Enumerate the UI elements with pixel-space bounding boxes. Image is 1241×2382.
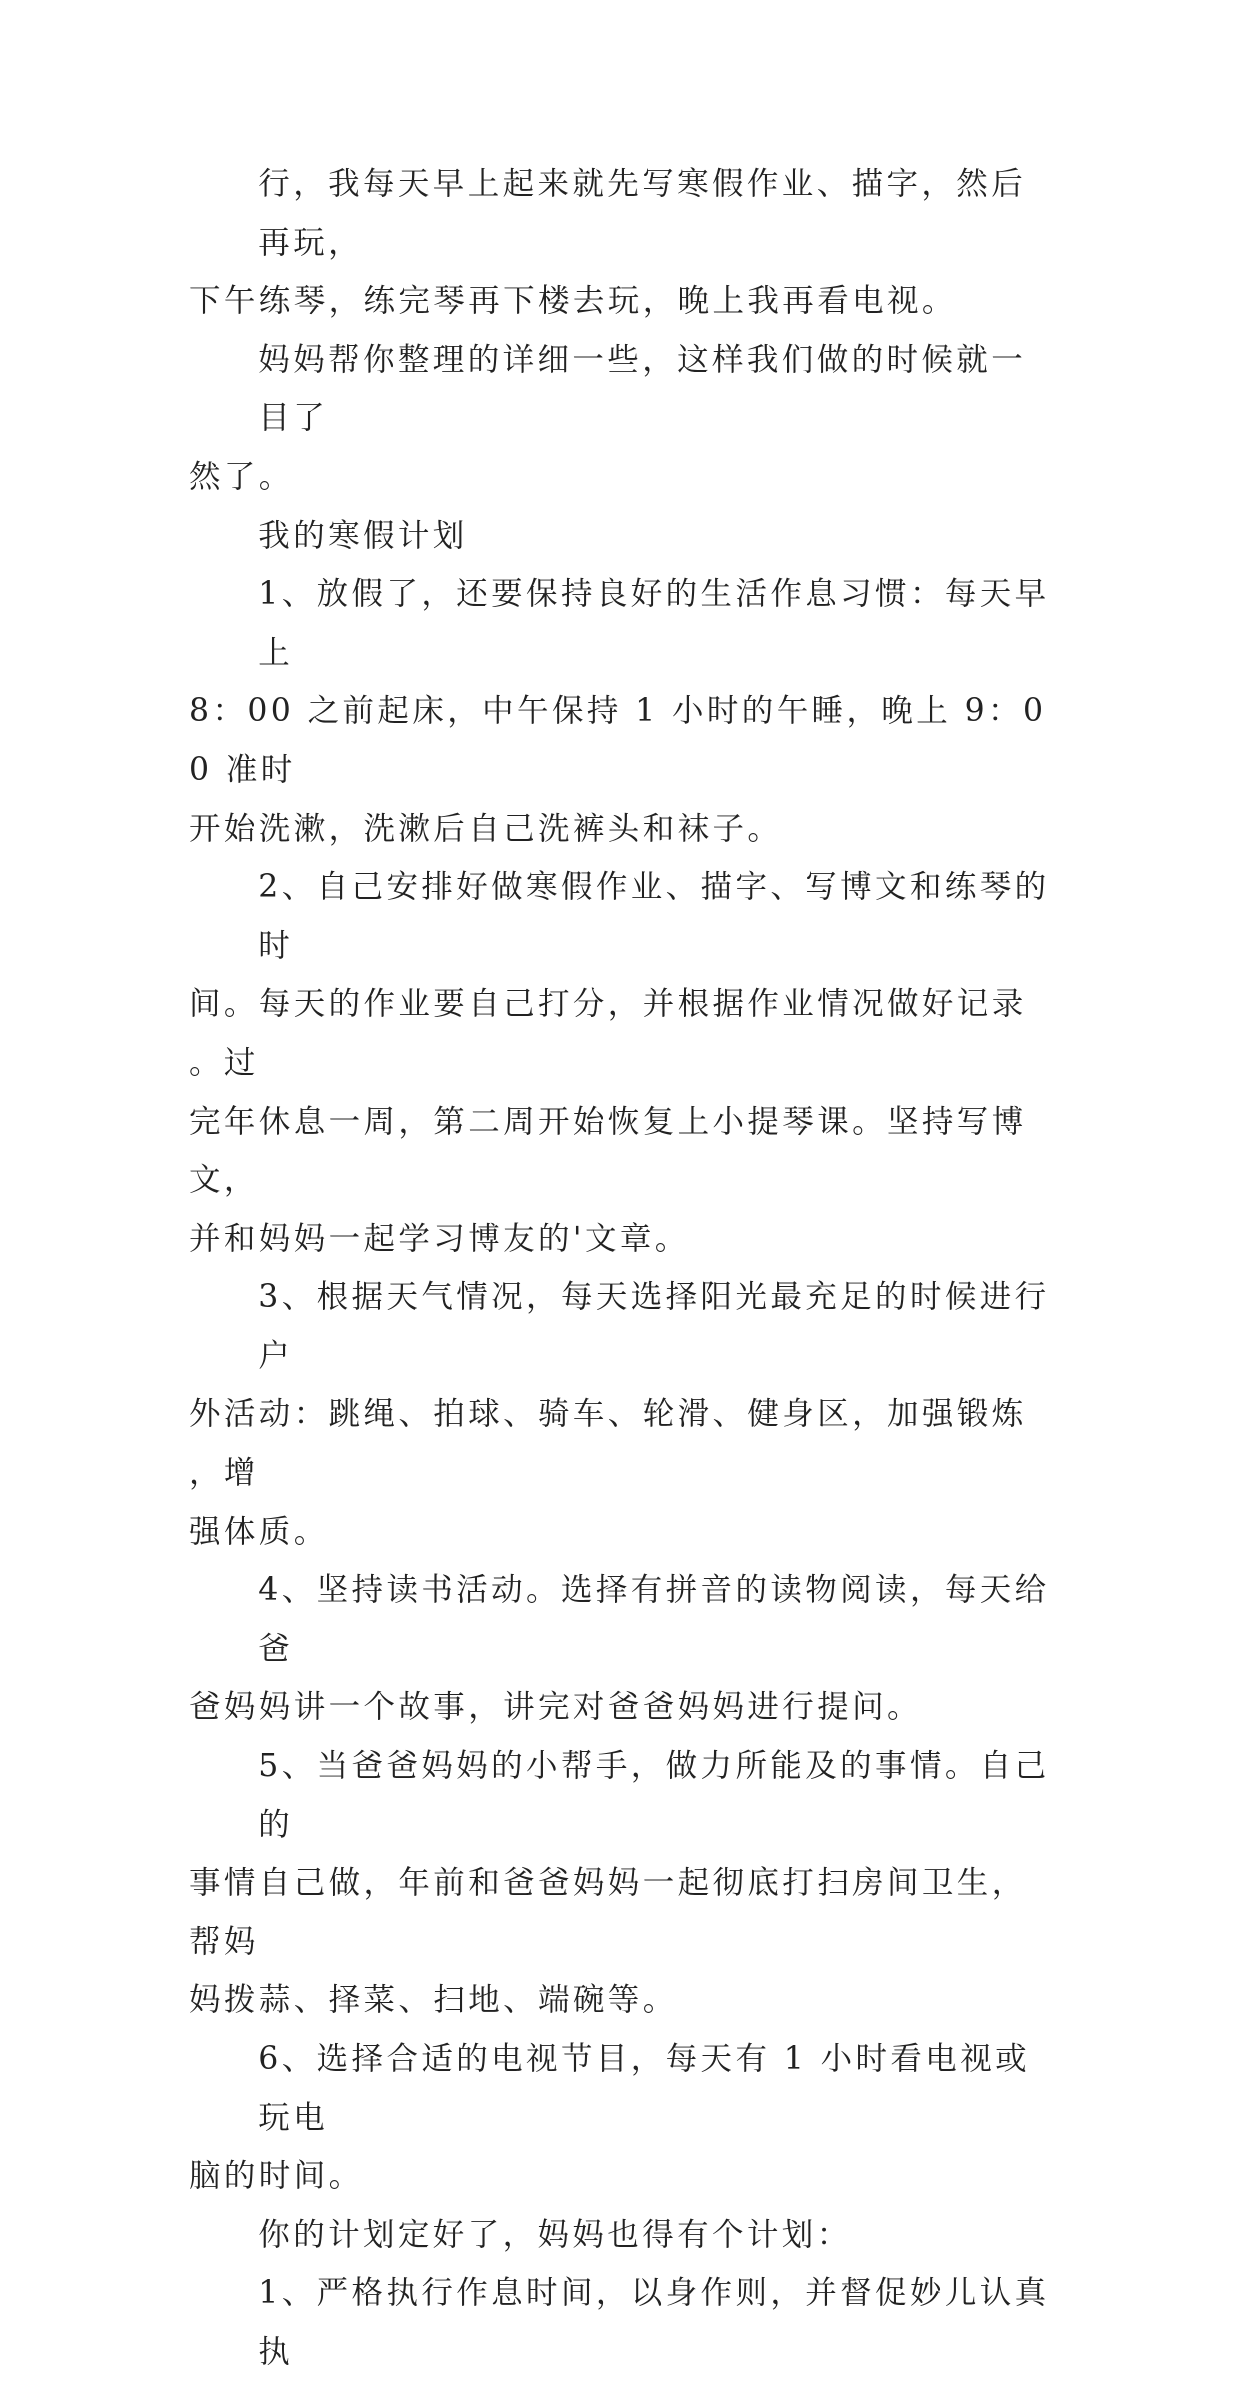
text-line: 完年休息一周，第二周开始恢复上小提琴课。坚持写博文， [189,1103,1027,1199]
text-line: 爸妈妈讲一个故事，讲完对爸爸妈妈进行提问。 [189,1689,922,1726]
paragraph [189,2206,1059,2265]
text-line: 妈妈帮你整理的详细一些，这样我们做的时候就一目了 [258,341,1027,437]
body-text [189,155,1059,2382]
text-line: 6、选择合适的电视节目，每天有 1 小时看电视或玩电 [258,2041,1031,2136]
text-line: 4、坚持读书活动。选择有拼音的读物阅读，每天给爸 [258,1572,1050,1667]
text-line: 脑的时间。 [189,2158,364,2195]
text-line: 3、根据天气情况，每天选择阳光最充足的时候进行户 [258,1279,1050,1374]
text-line: 8：00 之前起床，中午保持 1 小时的午睡，晚上 9：00 准时 [189,693,1047,788]
text-line: 1、放假了，还要保持良好的生活作息习惯：每天早上 [258,576,1050,671]
paragraph [189,1737,1059,2030]
text-line: 间。每天的作业要自己打分，并根据作业情况做好记录。过 [189,986,1027,1081]
paragraph [189,2264,1059,2381]
text-line: 1、严格执行作息时间，以身作则，并督促妙儿认真执 [258,2275,1050,2370]
paragraph [189,331,1059,507]
text-line: 妈拨蒜、择菜、扫地、端碗等。 [189,1982,678,2019]
text-line: 5、当爸爸妈妈的小帮手，做力所能及的事情。自己的 [258,1748,1050,1843]
text-line: 行，我每天早上起来就先写寒假作业、描字，然后再玩， [258,166,1027,261]
paragraph [189,565,1059,858]
text-line: 下午练琴，练完琴再下楼去玩，晚上我再看电视。 [189,283,957,320]
text-line: 我的寒假计划 [258,517,468,554]
text-line: 外活动：跳绳、拍球、骑车、轮滑、健身区，加强锻炼，增 [189,1396,1027,1492]
text-line: 开始洗漱，洗漱后自己洗裤头和袜子。 [189,810,783,847]
paragraph [189,507,1059,566]
paragraph [189,1561,1059,1737]
paragraph [189,1268,1059,1561]
paragraph [189,155,1059,331]
text-line: 并和妈妈一起学习博友的'文章。 [189,1220,690,1257]
text-line: 强体质。 [189,1513,329,1550]
text-line: 事情自己做，年前和爸爸妈妈一起彻底打扫房间卫生，帮妈 [189,1865,1027,1960]
text-line: 然了。 [189,458,294,495]
paragraph [189,2030,1059,2206]
text-line: 2、自己安排好做寒假作业、描字、写博文和练琴的时 [258,869,1050,964]
text-line: 你的计划定好了，妈妈也得有个计划： [258,2216,852,2253]
paragraph [189,858,1059,1268]
